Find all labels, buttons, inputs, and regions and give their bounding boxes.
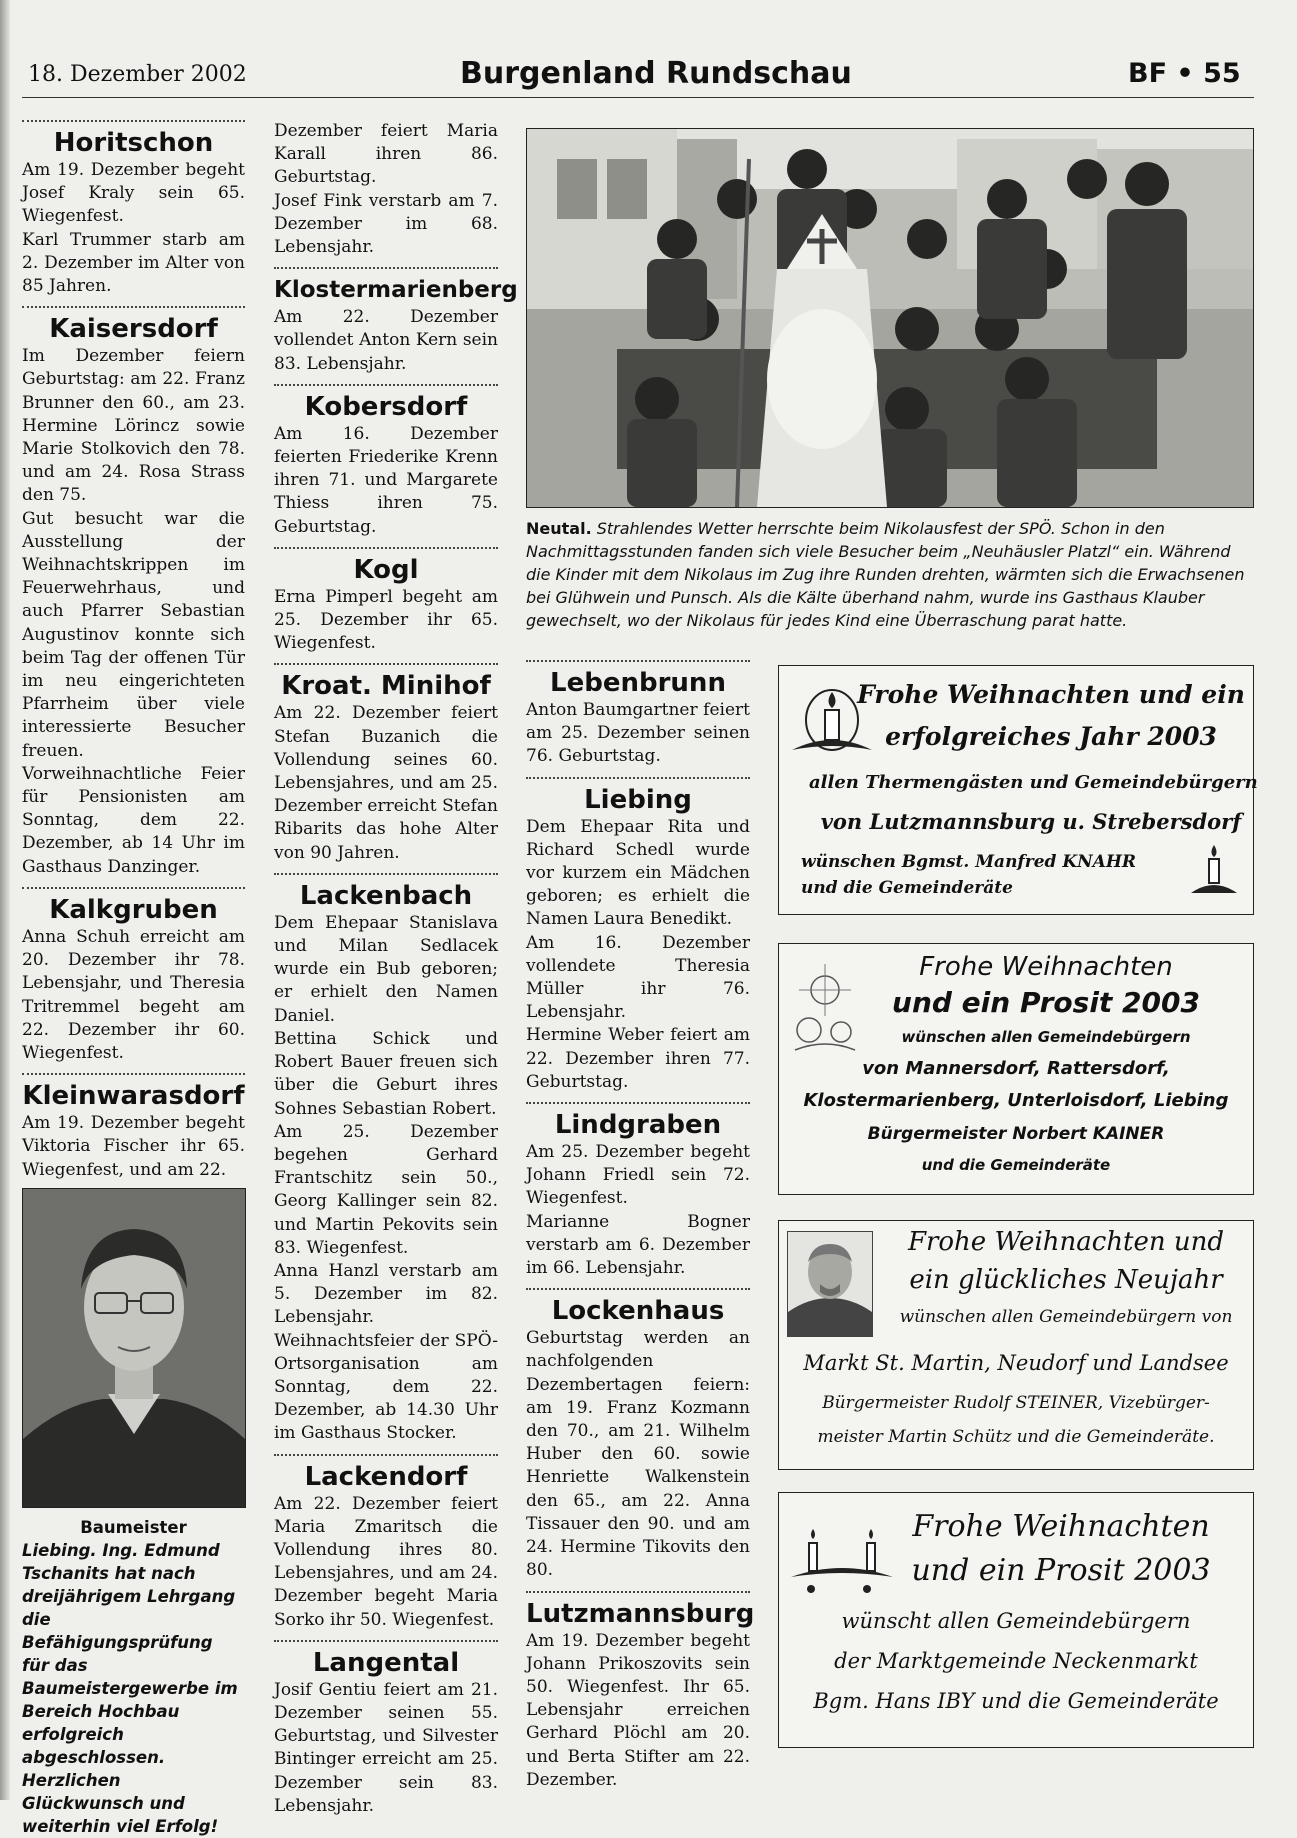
section-separator — [526, 777, 750, 779]
ad-line: Frohe Weihnachten und ein — [857, 680, 1245, 709]
section-heading: Kaisersdorf — [49, 314, 218, 345]
section-text: Geburtstag werden an nachfolgenden Dezembertagen feiern: am 19. Franz Kozmann den 70., am 21. Wilhelm Huber den 60. sowie Henriette Walkenstein den 65., am 22. Anna Tissauer den 90. und am 24. Hermine Tikovits den 80. — [526, 1328, 750, 1581]
section-text: Karl Trummer starb am 2. Dezember im Alter von 85 Jahren. — [22, 229, 245, 297]
section-separator — [22, 887, 245, 889]
column-2 — [274, 120, 518, 1818]
section-heading: Lutzmannsburg — [526, 1598, 755, 1629]
ad-line: Bürgermeister Rudolf STEINER, Vizebürger- — [822, 1393, 1210, 1413]
ad-line: ein glückliches Neujahr — [909, 1265, 1223, 1295]
section-text: Marianne Bogner verstarb am 6. Dezember im 66. Lebensjahr. — [526, 1211, 750, 1279]
ad-line: Frohe Weihnachten — [912, 1509, 1210, 1544]
section-heading: Lackenbach — [299, 880, 473, 911]
ad-line: meister Martin Schütz und die Gemeinderäte. — [817, 1427, 1215, 1447]
section-text: Am 16. Dezember feierten Friederike Krenn ihren 71. und Margarete Thiess ihren 75. Geburtstag. — [274, 423, 498, 537]
ad-line: Bgm. Hans IBY und die Gemeinderäte — [813, 1689, 1219, 1713]
section-text: Am 25. Dezember begeht Johann Friedl sein 72. Wiegenfest. — [526, 1142, 750, 1209]
ad-line: Frohe Weihnachten — [919, 952, 1173, 982]
column-3 — [526, 660, 755, 1792]
portrait-caption-title: Baumeister — [80, 1518, 187, 1537]
section-text: Dem Ehepaar Stanislava und Milan Sedlacek wurde ein Bub geboren; er erhielt den Namen Daniel. — [274, 912, 498, 1026]
ad-line: wünschen Bgmst. Manfred KNAHR — [801, 852, 1137, 872]
photo-illustration — [527, 129, 1253, 507]
ad-line: wünschen allen Gemeindebürgern von — [899, 1307, 1233, 1327]
section-text: Vorweihnachtliche Feier für Pensionisten am Sonntag, dem 22. Dezember, ab 14 Uhr im Gasthaus Danzinger. — [22, 763, 245, 877]
greeting-ad-neckenmarkt — [778, 1492, 1254, 1748]
ad-line: von Lutzmannsburg u. Strebersdorf — [820, 809, 1242, 834]
section-text: Erna Pimperl begeht am 25. Dezember ihr 65. Wiegenfest. — [274, 586, 498, 654]
section-heading: Kobersdorf — [304, 391, 468, 422]
section-heading: Kogl — [353, 554, 419, 585]
ad-line: und ein Prosit 2003 — [892, 986, 1200, 1019]
section-heading: Lindgraben — [554, 1110, 722, 1141]
section-text: Am 16. Dezember vollendete Theresia Müller ihr 76. Lebensjahr. — [526, 932, 750, 1023]
ad-line: der Marktgemeinde Neckenmarkt — [834, 1649, 1198, 1673]
section-separator — [526, 1102, 750, 1104]
section-heading: Kalkgruben — [49, 894, 218, 925]
section-text: Im Dezember feiern Geburtstag: am 22. Franz Brunner den 60., am 23. Hermine Lörincz sowie Marie Stolkovich den 78. und am 24. Rosa Strass den 75. — [22, 346, 245, 506]
section-heading: Lackendorf — [304, 1461, 468, 1492]
header-rule — [22, 97, 1254, 98]
ad-line: allen Thermengästen und Gemeindebürgern — [809, 772, 1258, 793]
photo-caption-text: Strahlendes Wetter herrschte beim Nikolausfest der SPÖ. Schon in den Nachmittagsstunden fanden sich viele Besucher beim „Neuhäusler Platzl“ ein. Während die Kinder mit dem Nikolaus im Zug ihre Runden drehten, wärmten sich die Erwachsenen bei Glühwein und Punsch. Als die Kälte überhand nahm, wurde ins Gasthaus Klauber gewechselt, wo der Nikolaus für jedes Kind eine Überraschung parat hatte. — [526, 519, 1245, 630]
portrait-photo — [22, 1188, 246, 1508]
section-separator — [274, 873, 498, 875]
section-heading: Kleinwarasdorf — [22, 1081, 245, 1112]
issue-date: 18. Dezember 2002 — [28, 62, 247, 87]
section-text: Josif Gentiu feiert am 21. Dezember seinen 55. Geburtstag, und Silvester Bintinger erreicht am 25. Dezember sein 83. Lebensjahr. — [274, 1679, 498, 1816]
section-text: Am 19. Dezember begeht Josef Kraly sein 65. Wiegenfest. — [22, 160, 245, 227]
section-text: Anna Schuh erreicht am 20. Dezember ihr 78. Lebensjahr, und Theresia Tritremmel begeht am 22. Dezember ihr 60. Wiegenfest. — [22, 926, 245, 1063]
mayor-portrait-illustration — [788, 1232, 872, 1336]
section-separator — [526, 660, 750, 662]
section-separator — [526, 1288, 750, 1290]
greeting-ad-lutzmannsburg — [778, 665, 1258, 915]
section-text: Am 19. Dezember begeht Viktoria Fischer ihr 65. Wiegenfest, und am 22. — [22, 1113, 245, 1180]
section-heading: Horitschon — [53, 128, 214, 158]
section-separator — [274, 1454, 498, 1456]
section-heading: Lockenhaus — [551, 1296, 725, 1327]
section-text: Am 19. Dezember begeht Johann Prikoszovits sein 50. Wiegenfest. Ihr 65. Lebensjahr erreichen Gerhard Plöchl am 20. und Berta Stifter am 22. Dezember. — [526, 1630, 750, 1790]
ad-line: und die Gemeinderäte — [801, 878, 1013, 898]
portrait-caption-text: Liebing. Ing. Edmund Tschanits hat nach dreijährigem Lehrgang die Befähigungsprüfung für das Baumeistergewerbe im Bereich Hochbau erfolgreich abgeschlossen. Herzlichen Glückwunsch und weiterhin viel Erfolg! — [22, 1541, 238, 1836]
section-separator — [22, 1073, 245, 1075]
section-text: Am 22. Dezember feiert Stefan Buzanich die Vollendung seines 60. Lebensjahres, und am 25. Dezember erreicht Stefan Ribarits das hohe Alter von 90 Jahren. — [274, 703, 498, 863]
section-text: Josef Fink verstarb am 7. Dezember im 68. Lebensjahr. — [274, 190, 498, 258]
ad-line: von Mannersdorf, Rattersdorf, — [862, 1058, 1170, 1079]
section-heading: Liebing — [584, 784, 692, 815]
section-text: Dem Ehepaar Rita und Richard Schedl wurde vor kurzem ein Mädchen geboren; es erhielt die Namen Laura Benedikt. — [526, 816, 750, 930]
section-text: Bettina Schick und Robert Bauer freuen sich über die Geburt ihres Sohnes Sebastian Robert. — [274, 1028, 498, 1119]
section-heading: Kroat. Minihof — [281, 671, 491, 702]
section-separator — [274, 267, 498, 269]
ad-line: und ein Prosit 2003 — [911, 1553, 1211, 1588]
ad-line: und die Gemeinderäte — [921, 1156, 1111, 1174]
section-text: Am 22. Dezember feiert Maria Zmaritsch die Vollendung ihres 80. Lebensjahres, und am 24. Dezember begeht Maria Sorko ihr 50. Wiegenfest. — [274, 1493, 498, 1630]
section-separator — [526, 1591, 750, 1593]
ad-line: wünscht allen Gemeindebürgern — [841, 1609, 1191, 1633]
section-separator — [22, 306, 245, 308]
greeting-ad-mannersdorf — [778, 943, 1254, 1195]
ad-line: Frohe Weihnachten und — [907, 1227, 1225, 1257]
ad-line: wünschen allen Gemeindebürgern — [901, 1028, 1191, 1046]
ad-line: Bürgermeister Norbert KAINER — [867, 1124, 1165, 1144]
section-text: Weihnachtsfeier der SPÖ-Ortsorganisation am Sonntag, dem 22. Dezember, ab 14.30 Uhr im Gasthaus Stocker. — [274, 1330, 498, 1444]
column-1 — [22, 120, 245, 1182]
nikolaus-photo — [526, 128, 1254, 508]
portrait-illustration — [23, 1189, 245, 1507]
page-spine — [0, 0, 10, 1800]
section-separator — [274, 1640, 498, 1642]
greeting-ad-markt-st-martin — [778, 1220, 1254, 1470]
photo-caption — [526, 517, 1254, 632]
section-text: Anton Baumgartner feiert am 25. Dezember seinen 76. Geburtstag. — [526, 700, 750, 767]
ad-line: Markt St. Martin, Neudorf und Landsee — [803, 1351, 1229, 1375]
section-separator — [22, 120, 245, 122]
section-separator — [274, 547, 498, 549]
section-separator — [274, 663, 498, 665]
ad-line: erfolgreiches Jahr 2003 — [885, 722, 1217, 751]
section-heading: Langental — [312, 1647, 460, 1678]
section-text: Anna Hanzl verstarb am 5. Dezember im 82. Lebensjahr. — [274, 1260, 498, 1328]
photo-caption-place: Neutal. — [526, 519, 592, 538]
mayor-portrait — [787, 1231, 873, 1337]
section-text: Am 22. Dezember vollendet Anton Kern sein 83. Lebensjahr. — [274, 307, 498, 374]
section-heading: Klostermarienberg — [274, 277, 518, 304]
section-text: Hermine Weber feiert am 22. Dezember ihren 77. Geburtstag. — [526, 1025, 750, 1092]
ad-line: Klostermarienberg, Unterloisdorf, Liebing — [803, 1090, 1229, 1111]
section-text: Dezember feiert Maria Karall ihren 86. Geburtstag. — [274, 121, 498, 188]
section-heading: Lebenbrunn — [550, 668, 726, 698]
section-text: Gut besucht war die Ausstellung der Weihnachtskrippen im Feuerwehrhaus, und auch Pfarrer Sebastian Augustinov konnte sich beim Tag der offenen Tür im neu eingerichteten Pfarrheim über viele interessierte Besucher freuen. — [22, 508, 245, 761]
section-text: Am 25. Dezember begehen Gerhard Frantschitz sein 50., Georg Kallinger sein 82. und Martin Pekovits sein 83. Wiegenfest. — [274, 1121, 498, 1258]
newspaper-title: Burgenland Rundschau — [460, 56, 852, 91]
portrait-caption — [22, 1516, 245, 1838]
candle-small-icon — [1189, 841, 1239, 901]
section-separator — [274, 384, 498, 386]
page-number: BF • 55 — [1128, 58, 1241, 89]
